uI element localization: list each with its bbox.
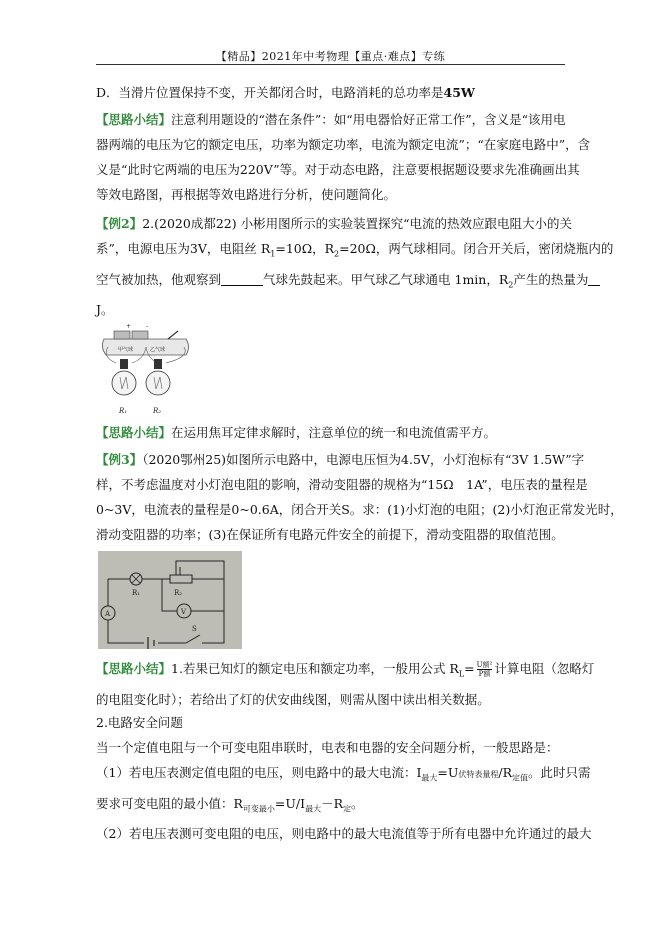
photo-background <box>98 551 242 649</box>
summary-1 <box>96 107 591 207</box>
option-d-text: D．当滑片位置保持不变，开关都闭合时，电路消耗的总功率是 <box>96 85 444 100</box>
summary-3-line-1: 【思路小结】1.若果已知灯的额定电压和额定功率，一般用公式 $R_L=$ U额² P额 计算电阻（忽略灯 <box>96 661 595 679</box>
battery-2 <box>132 331 148 339</box>
label-r2: R₂ <box>174 589 183 597</box>
answer-blank-2 <box>588 272 600 286</box>
header-divider <box>96 64 565 65</box>
summary-tag: 【思路小结】 <box>96 112 172 127</box>
label-r2: R₂ <box>153 407 162 415</box>
battery-1 <box>114 331 130 339</box>
summary-3-line-2: 的电阻变化时）；若给出了灯的伏安曲线图，则需从图中读出相关数据。 <box>96 691 490 707</box>
summary-3 <box>96 656 595 712</box>
section-2 <box>96 710 592 846</box>
switch <box>168 331 178 339</box>
battery-gap <box>144 637 158 649</box>
flask-stopper-left <box>120 359 128 369</box>
example-3-line-3: 0~3V，电流表的量程是0~0.6A，闭合开关S。求：(1)小灯泡的电阻；(2)小灯泡正常发光时， <box>96 502 623 517</box>
label-r1: R₁ <box>119 407 128 415</box>
example-3-line-4: 滑动变阻器的功率；(3)在保证所有电路元件安全的前提下，滑动变阻器的取值范围。 <box>96 527 564 542</box>
summary-tag: 【思路小结】 <box>96 425 172 440</box>
label-r1: R₁ <box>132 589 141 597</box>
base-board <box>102 339 188 355</box>
option-d <box>96 80 564 105</box>
para-1: 当一个定值电阻与一个可变电阻串联时，电表和电器的安全问题分析，一般思路是： <box>96 740 559 755</box>
item-1-line-2: 要求可变电阻的最小值：$R_{可变最小}=U/I_{最大}-R_定$。 <box>96 795 364 813</box>
voltmeter-label: V <box>181 608 187 616</box>
item-1-line-1: （1）若电压表测定值电阻的电压，则电路中的最大电流：$I_{最大}=U$伏特表量程$/R_{定值}$。此时只需 <box>96 765 591 783</box>
minus-terminal: - <box>146 323 149 330</box>
example-2-line-1: 2.(2020成都22) 小彬用图所示的实验装置探究“电流的热效应跟电阻大小的关 <box>142 216 572 231</box>
formula-fraction: U额² P额 <box>476 661 493 678</box>
flask-stopper-right <box>154 359 162 369</box>
balloon-experiment-figure <box>96 317 196 417</box>
summary-1-line-1: 注意利用题设的“潜在条件”：如“用电器恰好正常工作”，含义是“该用电 <box>171 112 566 127</box>
summary-1-line-3: 义是“此时它两端的电压为220V”等。对于动态电路，注意要根据题设要求先准确画出其 <box>96 162 580 177</box>
label-left-balloon: 甲气球 <box>118 347 134 353</box>
label-right-balloon: 乙气球 <box>150 347 166 353</box>
section-2-title: 2.电路安全问题 <box>96 715 183 730</box>
circuit-diagram-figure <box>98 551 242 649</box>
example-3: 【例3】（2020鄂州25)如图所示电路中，电源电压恒为4.5V，小灯泡标有“3V 1.5W”字 样，不考虑温度对小灯泡电阻的影响，滑动变阻器的规格为“15Ω 1A”，电压表的量程是 0~3V，电流表的量程是0~0.6A，闭合开关S。求：(1)小灯泡的电阻；(2)小灯泡正常发光时， 滑动变阻器的功率；(3)在保证所有电路元件安全的前提下，滑动变阻器的取值范围。 <box>96 447 564 547</box>
answer-blank-1 <box>221 272 263 286</box>
page-header: 【精品】2021年中考物理【重点·难点】专练 <box>215 50 446 63</box>
example-2-line-4: J。 <box>96 302 114 317</box>
example-2-line-3: 空气被加热，他观察到 气球先鼓起来。甲气球乙气球通电 1min，$R_2$产生的热量为 <box>96 267 564 298</box>
example-2 <box>96 211 614 322</box>
example-tag: 【例3】 <box>96 452 143 467</box>
plus-terminal: + <box>126 323 132 330</box>
summary-2: 【思路小结】在运用焦耳定律求解时，注意单位的统一和电流值需平方。 <box>96 425 497 440</box>
summary-1-line-2: 器两端的电压为它的额定电压，功率为额定功率，电流为额定电流”；“在家庭电路中”，含 <box>96 137 591 152</box>
example-3-line-2: 样，不考虑温度对小灯泡电阻的影响，滑动变阻器的规格为“15Ω 1A”，电压表的量程是 <box>96 477 588 492</box>
example-tag: 【例2】 <box>96 216 143 231</box>
summary-tag: 【思路小结】 <box>96 661 172 676</box>
rheostat-symbol <box>170 575 192 583</box>
item-2: （2）若电压表测可变电阻的电压，则电路中的最大电流值等于所有电器中允许通过的最大 <box>96 826 592 841</box>
option-d-value: 45W <box>443 85 475 100</box>
switch-label: S <box>192 625 197 633</box>
summary-1-line-4: 等效电路图，再根据等效电路进行分析，使问题简化。 <box>96 187 397 202</box>
ammeter-label: A <box>105 610 111 618</box>
example-2-line-2: 系”，电源电压为3V，电阻丝 $R_1=10\Omega$，$R_2=20\Omega$，两气球相同。闭合开关后，密闭烧瓶内的 <box>96 241 614 259</box>
